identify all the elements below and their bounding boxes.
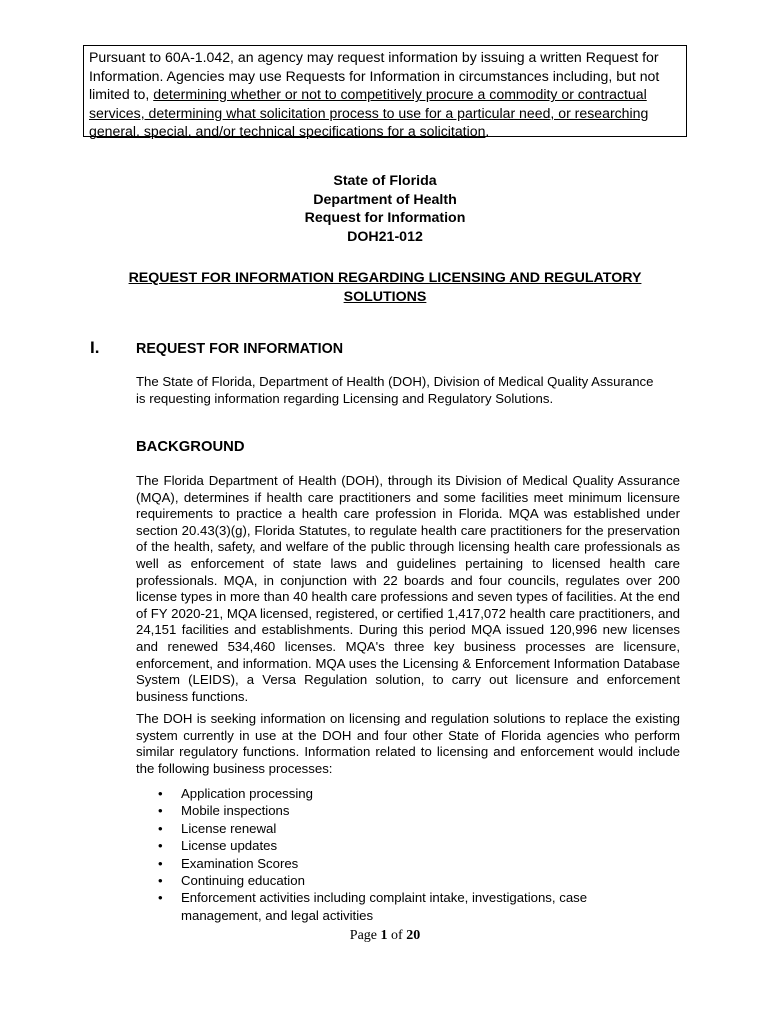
title-block — [0, 172, 770, 246]
department-name: Department of Health — [313, 191, 457, 208]
list-item: • Mobile inspections — [158, 802, 628, 819]
list-item: • Enforcement activities including complaint intake, investigations, case management, and legal activities — [158, 889, 628, 924]
section-number: I. — [90, 338, 100, 357]
notice-text: Pursuant to 60A-1.042, an agency may request information by issuing a written Request for Information. Agencies may use Requests for Information in circumstances including, but not limited to, — [89, 49, 660, 103]
page-number: 1 — [380, 928, 388, 943]
notice-box — [83, 45, 687, 140]
list-item: • Application processing — [158, 785, 628, 802]
page-total: 20 — [406, 928, 421, 943]
list-item: • License renewal — [158, 820, 628, 837]
list-item: • Continuing education — [158, 872, 628, 889]
intro-paragraph: The State of Florida, Department of Health (DOH), Division of Medical Quality Assurance is requesting information regarding Licensing and Regulatory Solutions. — [136, 374, 654, 406]
background-paragraph-1: The Florida Department of Health (DOH), through its Division of Medical Quality Assurance (MQA), determines if health care practitioners and some facilities meet minimum licensure requirements to practice a health care profession in Florida. MQA was established under section 20.43(3)(g), Florida Statutes, to regulate health care practitioners for the preservation of the health, safety, and welfare of the public through licensing health care professionals as well as enforcement of state laws and guidelines pertaining to licensed health care professionals. MQA, in conjunction with 22 boards and four councils, regulates over 200 license types in more than 40 health care professions and seven types of facilities. At the end of FY 2020-21, MQA licensed, registered, or certified 1,417,072 health care practitioners, and 24,151 facilities and establishments. During this period MQA issued 120,996 new licenses and renewed 534,460 licenses. MQA's three key business processes are licensure, enforcement, and information. MQA uses the Licensing & Enforcement Information Database System (LEIDS), a Versa Regulation solution, to carry out licensure and enforcement business functions. — [136, 473, 680, 704]
of-word: of — [391, 928, 403, 943]
document-number: DOH21-012 — [347, 228, 423, 245]
state-name: State of Florida — [333, 173, 437, 189]
rfi-heading: REQUEST FOR INFORMATION REGARDING LICENSING AND REGULATORY SOLUTIONS — [128, 270, 642, 305]
list-item: • Examination Scores — [158, 855, 628, 872]
notice-end: . — [485, 123, 490, 140]
document-type: Request for Information — [304, 210, 466, 227]
list-item: • License updates — [158, 837, 628, 854]
process-list — [158, 785, 628, 924]
page-word: Page — [349, 928, 378, 943]
notice-underlined-text: determining whether or not to competitively procure a commodity or contractual services, determining what solicitation process to use for a particular need, or researching general, special, and/or technical specifications for a solicitation — [89, 86, 649, 140]
background-heading: BACKGROUND — [136, 439, 245, 455]
page-footer — [0, 928, 770, 944]
background-paragraph-2: The DOH is seeking information on licensing and regulation solutions to replace the existing system currently in use at the DOH and four other State of Florida agencies who perform similar regulatory functions. Information related to licensing and enforcement would include the following business processes: — [136, 711, 680, 776]
section-title: REQUEST FOR INFORMATION — [136, 341, 344, 357]
